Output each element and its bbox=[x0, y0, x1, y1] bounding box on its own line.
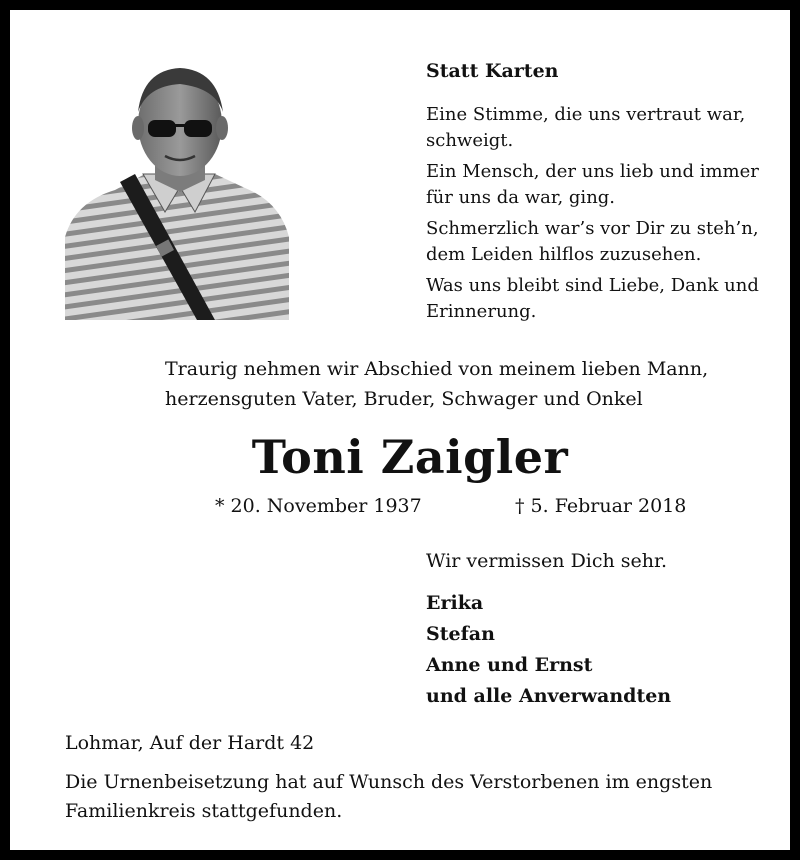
portrait-image bbox=[65, 62, 289, 320]
heading-statt-karten: Statt Karten bbox=[426, 60, 559, 82]
poem-stanza: Ein Mensch, der uns lieb und immer für uns da war, ging. bbox=[426, 161, 759, 208]
poem bbox=[426, 102, 786, 330]
poem-stanza: Eine Stimme, die uns vertraut war, schweigt. bbox=[426, 104, 746, 151]
family-member: Stefan bbox=[426, 623, 495, 645]
poem-stanza: Schmerzlich war’s vor Dir zu steh’n, dem Leiden hilflos zuzusehen. bbox=[426, 218, 759, 265]
death-date: † 5. Februar 2018 bbox=[515, 495, 687, 517]
closing-line: Wir vermissen Dich sehr. bbox=[426, 550, 668, 572]
intro-text: Traurig nehmen wir Abschied von meinem lieben Mann, herzensguten Vater, Bruder, Schwager und Onkel bbox=[165, 358, 709, 410]
address: Lohmar, Auf der Hardt 42 bbox=[65, 732, 315, 754]
birth-date: * 20. November 1937 bbox=[215, 495, 422, 517]
family-member: und alle Anverwandten bbox=[426, 685, 672, 707]
poem-stanza: Was uns bleibt sind Liebe, Dank und Erinnerung. bbox=[426, 275, 759, 322]
family-member: Erika bbox=[426, 592, 484, 614]
portrait-photo bbox=[65, 62, 289, 320]
family-member: Anne und Ernst bbox=[426, 654, 593, 676]
deceased-name: Toni Zaigler bbox=[251, 430, 569, 484]
burial-notice: Die Urnenbeisetzung hat auf Wunsch des Verstorbenen im engsten Familienkreis stattgefunden. bbox=[65, 771, 713, 822]
family-list bbox=[426, 588, 671, 712]
